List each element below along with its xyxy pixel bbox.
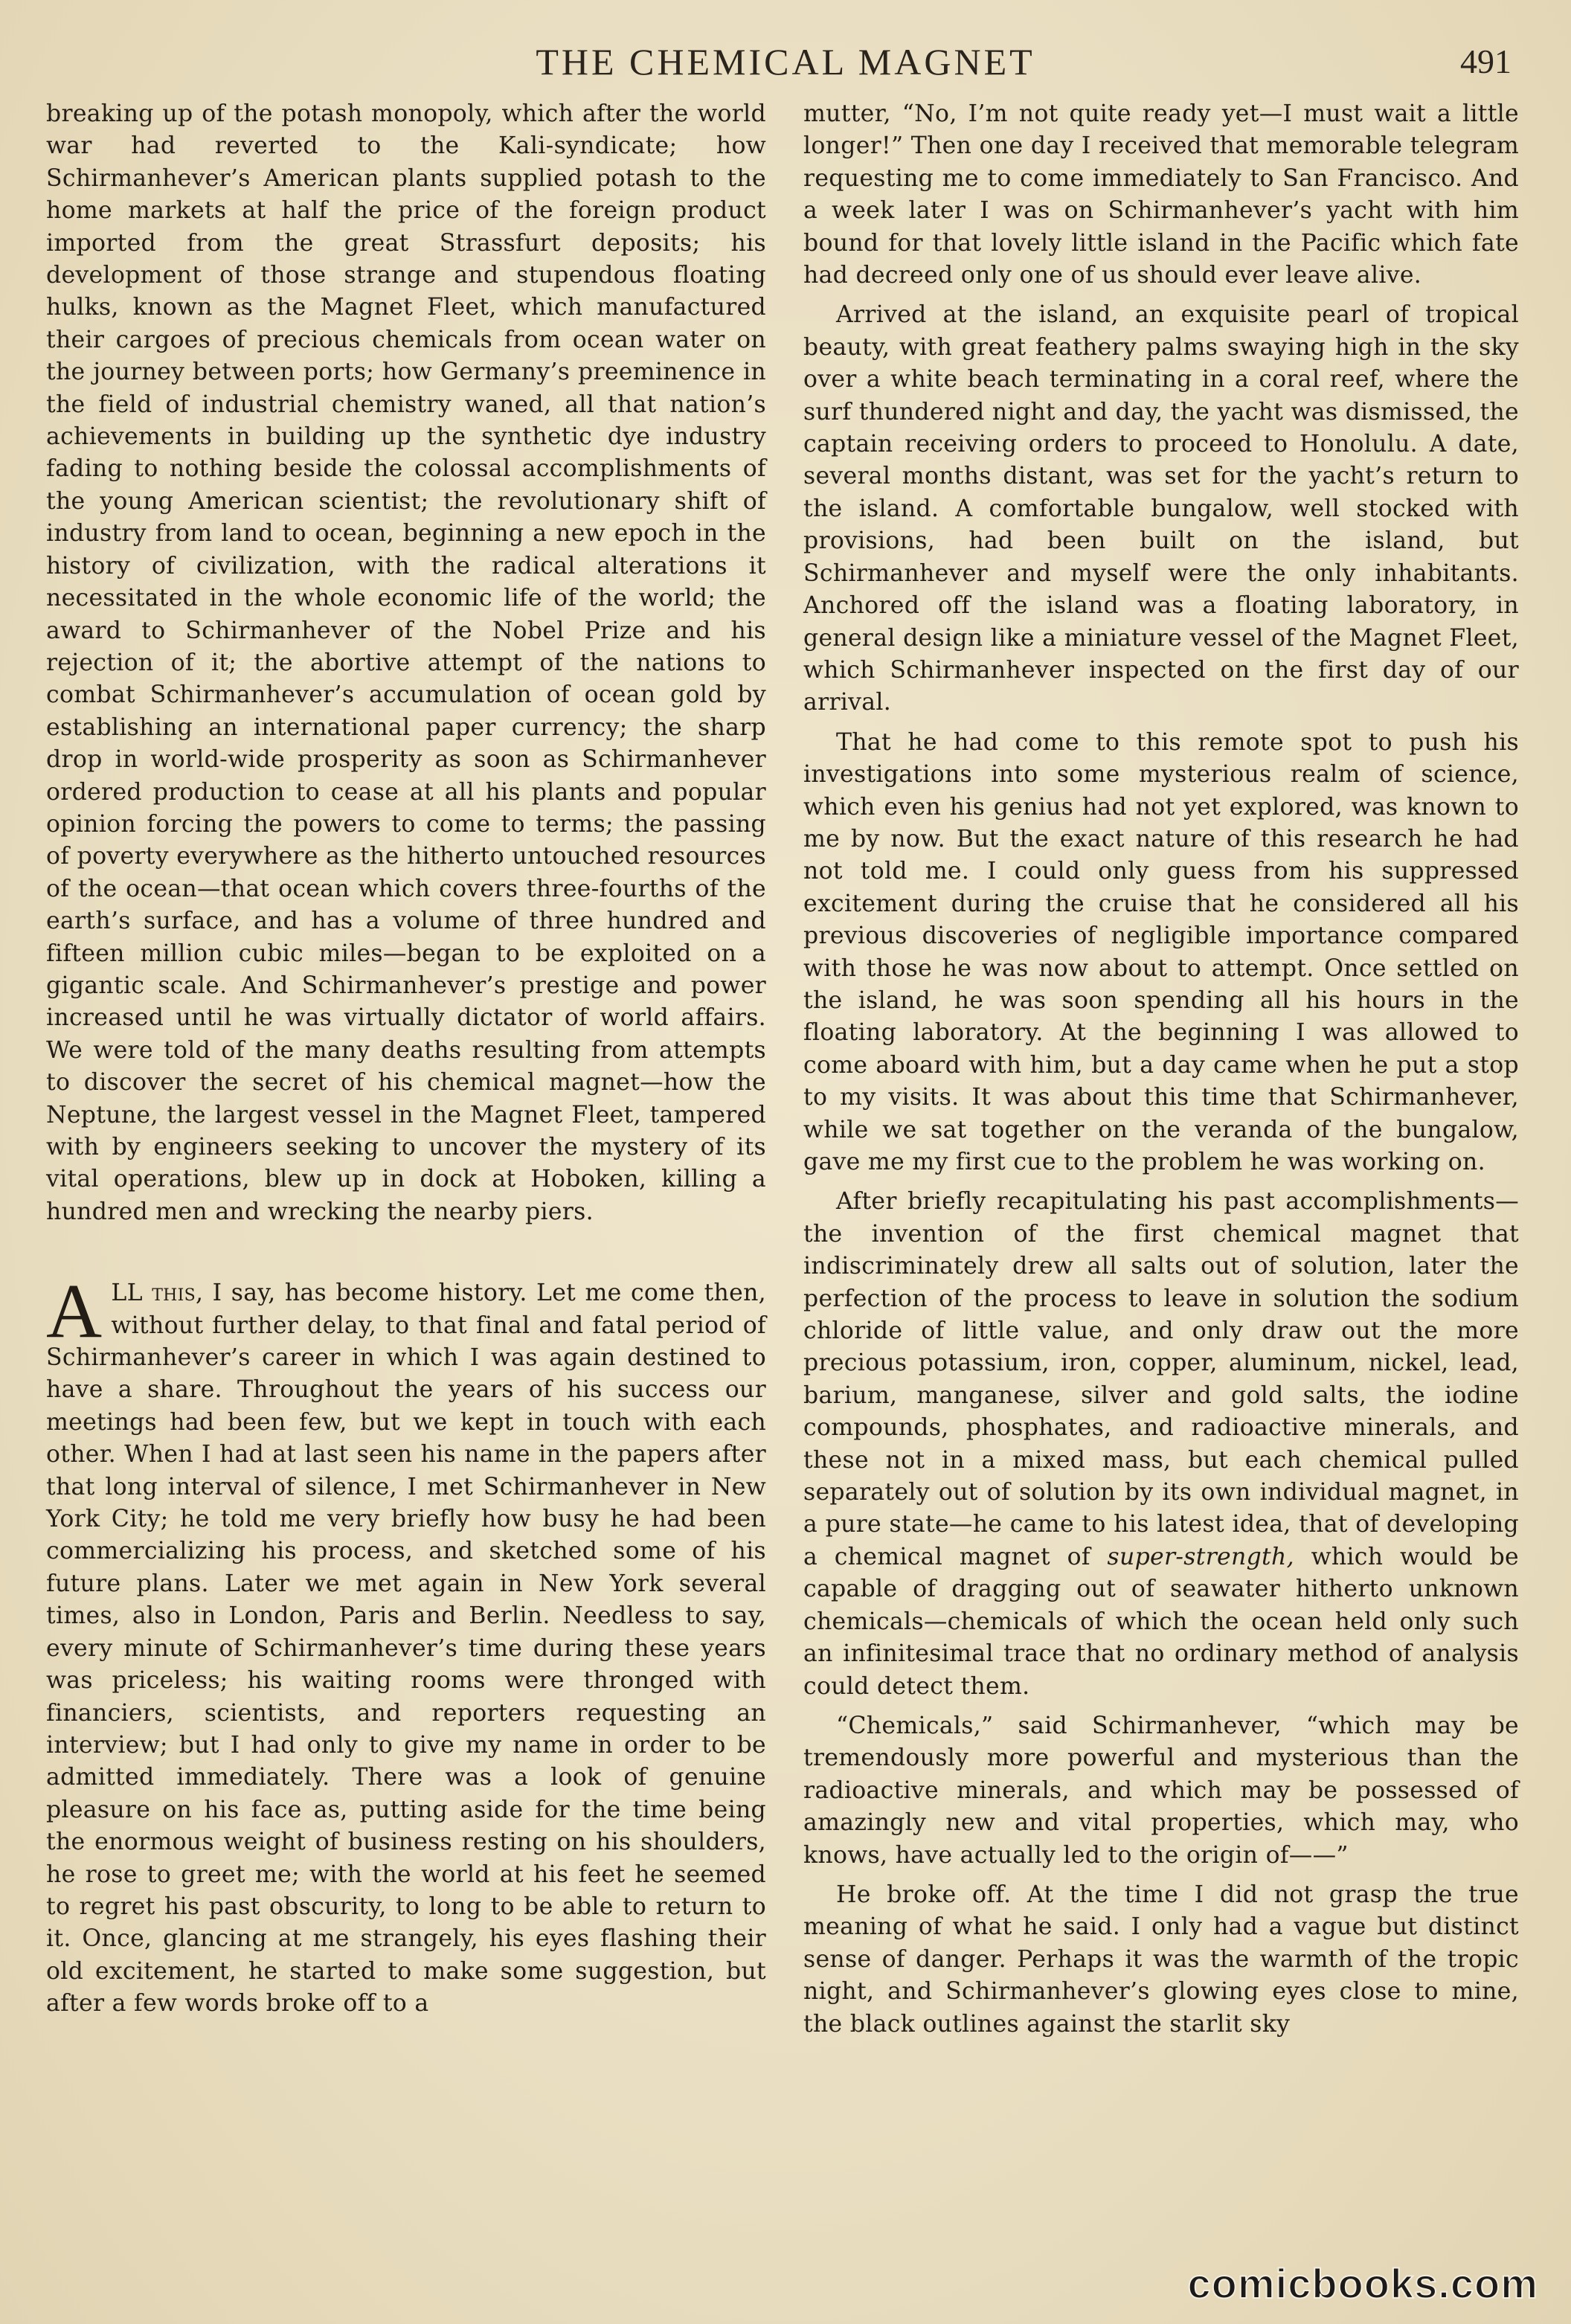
body-paragraph: mutter, “No, I’m not quite ready yet—I must wait a little longer!” Then one day I received that memorable telegram requesting me to come immediately to San Francisco. And a week later I was on Schirmanhever’s yacht with him bound for that lovely little island in the Pacific which fate had decreed only one of us should ever leave alive. — [803, 100, 1519, 289]
right-column — [803, 98, 1519, 2048]
left-column — [46, 98, 766, 2028]
paragraph-text: which would be capable of dragging out of seawater hitherto unknown chemicals—chemicals of which the ocean held only such an infinitesimal trace that no ordinary method of analysis could detect them. — [803, 1543, 1519, 1700]
paragraph-text: After briefly recapitulating his past accomplishments—the invention of the first chemical magnet that indiscriminately drew all salts out of solution, later the perfection of the process to leave in solution the sodium chloride of little value, and only draw out the more precious potassium, iron, copper, aluminum, nickel, lead, barium, manganese, silver and gold salts, the iodine compounds, phosphates, and radioactive minerals, and these not in a mixed mass, but each chemical pulled separately out of solution by its own individual magnet, in a pure state—he came to his latest idea, that of developing a chemical magnet of — [803, 1188, 1519, 1570]
section-break — [46, 1236, 766, 1277]
paragraph-text: I say, has become history. Let me come then, without further delay, to that final and fatal period of Schirmanhever’s career in which I was again destined to have a share. Throughout the years of his success our meetings had been few, but we kept in touch with each other. When I had at last seen his name in the papers after that long interval of silence, I met Schirmanhever in New York City; he told me very briefly how busy he had been commercializing his process, and sketched some of his future plans. Later we met again in New York several times, also in London, Paris and Berlin. Needless to say, every minute of Schirmanhever’s time during these years was priceless; his waiting rooms were thronged with financiers, scientists, and reporters requesting an interview; but I had only to give my name in order to be admitted immediately. There was a look of genuine pleasure on his face as, putting aside for the time being the enormous weight of business resting on his shoulders, he rose to greet me; with the world at his feet he seemed to regret his past obscurity, to long to be able to return to it. Once, glancing at me strangely, his eyes flashing their old excitement, he started to make some suggestion, but after a few words broke off to a — [46, 1280, 766, 2018]
drop-cap-letter: A — [46, 1268, 103, 1355]
body-paragraph: “Chemicals,” said Schirmanhever, “which may be tremendously more powerful and mysterious than the radioactive minerals, and which may be possessed of amazingly new and vital properties, which may, who knows, have actually led to the origin of——” — [803, 1712, 1519, 1869]
page-number: 491 — [1460, 42, 1511, 80]
page-header — [0, 36, 1571, 88]
italic-emphasis: super-strength, — [1107, 1543, 1294, 1570]
drop-cap-paragraph — [46, 1268, 766, 2020]
running-title: THE CHEMICAL MAGNET — [536, 41, 1035, 83]
body-paragraph: breaking up of the potash monopoly, which after the world war had reverted to the Kali-syndicate; how Schirmanhever’s American plants supplied potash to the home markets at half the price of the foreign product imported from the great Strassfurt deposits; his development of those strange and stupendous floating hulks, known as the Magnet Fleet, which manufactured their cargoes of precious chemicals from ocean water on the journey between ports; how Germany’s preeminence in the field of industrial chemistry waned, all that nation’s achievements in building up the synthetic dye industry fading to nothing beside the colossal accomplishments of the young American scientist; the revolutionary shift of industry from land to ocean, beginning a new epoch in the history of civilization, with the radical alterations it necessitated in the whole economic life of the world; the award to Schirmanhever of the Nobel Prize and his rejection of it; the abortive attempt of the nations to combat Schirmanhever’s accumulation of ocean gold by establishing an international paper currency; the sharp drop in world-wide prosperity as soon as Schirmanhever ordered production to cease at all his plants and popular opinion forcing the powers to come to terms; the passing of poverty everywhere as the hitherto untouched resources of the ocean—that ocean which covers three-fourths of the earth’s surface, and has a volume of three hundred and fifteen million cubic miles—began to be exploited on a gigantic scale. And Schirmanhever’s prestige and power increased until he was virtually dictator of world affairs. We were told of the many deaths resulting from attempts to discover the secret of his chemical magnet—how the Neptune, the largest vessel in the Magnet Fleet, tampered with by engineers seeking to uncover the mystery of its vital operations, blew up in dock at Hoboken, killing a hundred men and wrecking the nearby piers. — [46, 100, 766, 1225]
body-paragraph: That he had come to this remote spot to push his investigations into some mysterious realm of science, which even his genius had not yet explored, was known to me by now. But the exact nature of this research he had not told me. I could only guess from his suppressed excitement during the cruise that he considered all his previous discoveries of negligible importance compared with those he was now about to attempt. Once settled on the island, he was soon spending all his hours in the floating laboratory. At the beginning I was allowed to come aboard with him, but a day came when he put a stop to my visits. It was about this time that Schirmanhever, while we sat together on the veranda of the bungalow, gave me my first cue to the problem he was working on. — [803, 728, 1519, 1175]
body-paragraph: He broke off. At the time I did not grasp the true meaning of what he said. I only had a vague but distinct sense of danger. Perhaps it was the warmth of the tropic night, and Schirmanhever’s glowing eyes close to mine, the black outlines against the starlit sky — [803, 1881, 1519, 2038]
body-paragraph: Arrived at the island, an exquisite pearl of tropical beauty, with great feathery palms swaying high in the sky over a white beach terminating in a coral reef, where the surf thundered night and day, the yacht was dismissed, the captain receiving orders to proceed to Honolulu. A date, several months distant, was set for the yacht’s return to the island. A comfortable bungalow, well stocked with provisions, had been built on the island, but Schirmanhever and myself were the only inhabitants. Anchored off the island was a floating laboratory, in general design like a miniature vessel of the Magnet Fleet, which Schirmanhever inspected on the first day of our arrival. — [803, 301, 1519, 716]
site-watermark: comicbooks.com — [1187, 2260, 1538, 2307]
small-caps-opening: LL this, — [111, 1280, 204, 1307]
body-paragraph — [803, 1186, 1519, 1703]
